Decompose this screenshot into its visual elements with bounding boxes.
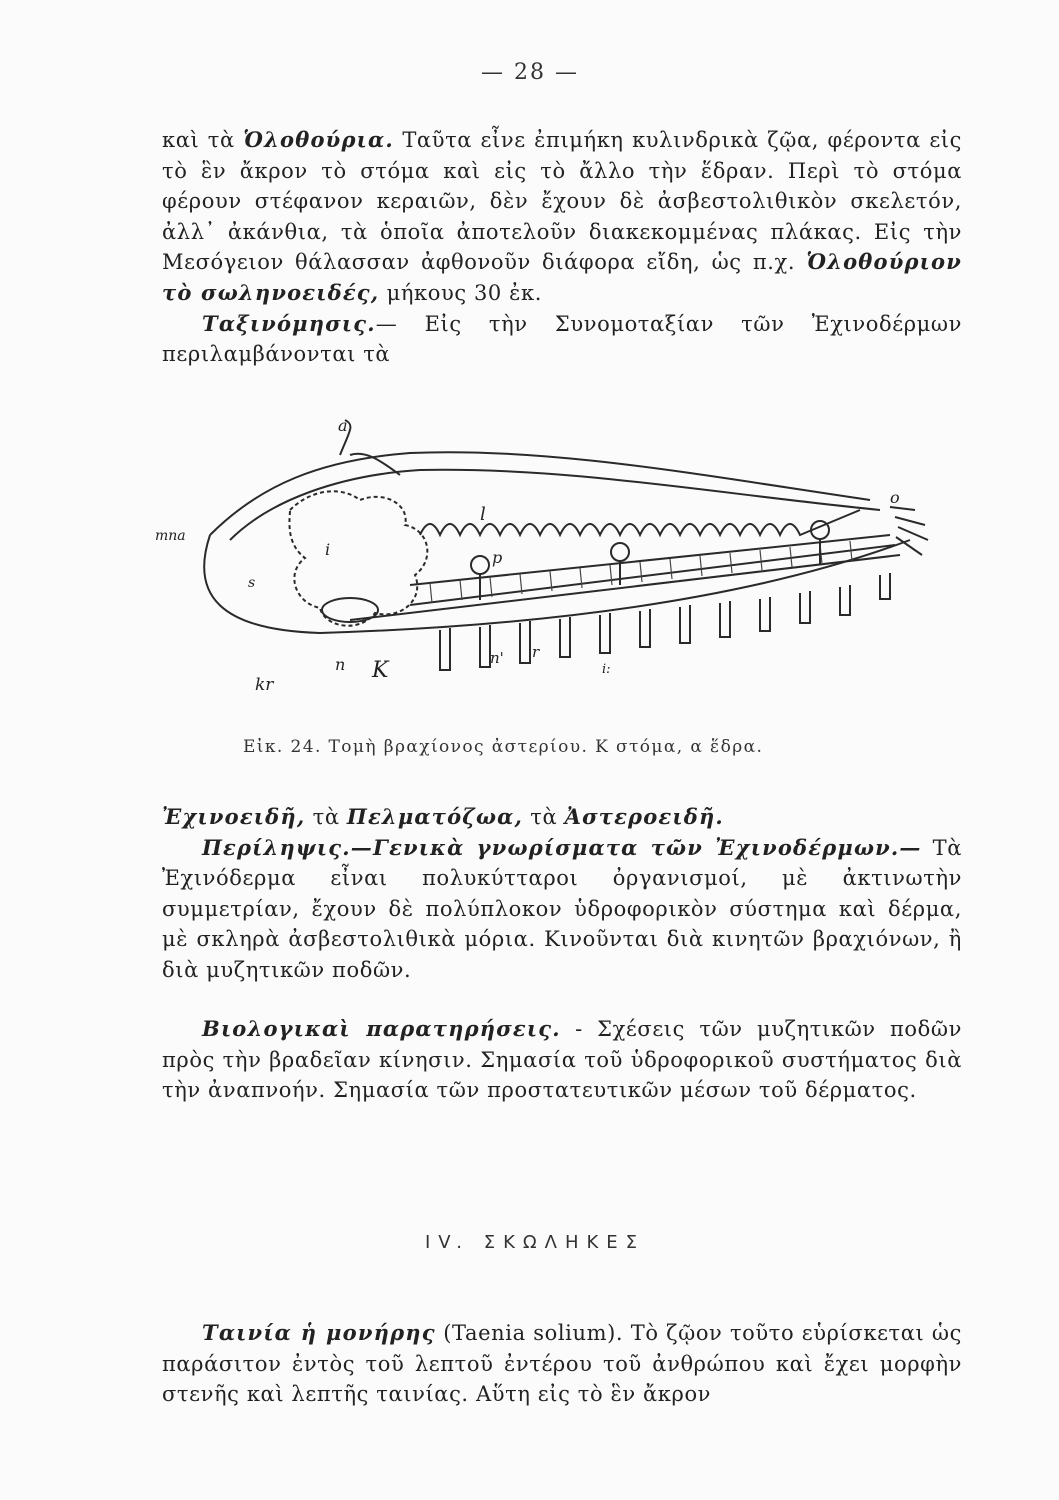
- sep-2: τὰ: [523, 805, 565, 829]
- label-s: s: [248, 575, 256, 591]
- term-classification: Ταξινόμησις.: [202, 310, 376, 336]
- paragraph-text: Ταῦτα εἶνε ἐπιμήκη κυλινδρικὰ ζῷα, φέροντα εἰς τὸ ἓν ἄκρον τὸ στόμα καὶ εἰς τὸ ἄλλο τὴν ἕδραν. Περὶ τὸ στόμα φέρουν στέφανον κεραιῶν, δὲν ἔχουν δὲ ἀσβεστολιθικὸν σκελετόν, ἀλλ᾽ ἀκάνθια, τὰ ὁποῖα ἀποτελοῦν διακεκομμένας πλάκας. Εἰς τὴν Μεσόγειον θάλασσαν ἀφθονοῦν διάφορα εἴδη, ὡς π.χ.: [162, 128, 962, 275]
- term-holothurian-species: Ὁλοθούριον τὸ σωληνοειδές,: [162, 249, 962, 305]
- class-echinoidea: Ἐχινοειδῆ,: [162, 804, 306, 829]
- label-p: p: [492, 548, 503, 567]
- digestive-gland: [420, 510, 860, 535]
- paragraph-taenia: [162, 1318, 962, 1410]
- paragraph-holothurians: [162, 125, 962, 370]
- starfish-arm-section-diagram: [150, 415, 950, 705]
- class-asteroidea: Ἀστεροειδῆ.: [564, 804, 724, 829]
- sep-1: τὰ: [305, 805, 347, 829]
- summary-text: Τὰ Ἐχινόδερμα εἶναι πολυκύτταροι ὀργανισμοί, μὲ ἀκτινωτὴν συμμετρίαν, ἔχουν δὲ πολύπλοκον ὑδροφορικὸν σύστημα καὶ δέρμα, μὲ σκληρὰ ἀσβεστολιθικὰ μόρια. Κινοῦνται διὰ κινητῶν βραχιόνων, ἢ διὰ μυζητικῶν ποδῶν.: [162, 835, 962, 982]
- arm-outline-upper: [210, 452, 870, 535]
- label-o: o: [890, 488, 900, 507]
- page-number: — 28 —: [481, 60, 579, 85]
- classification-text: — Εἰς τὴν Συνομοταξίαν τῶν Ἐχινοδέρμων περιλαμβάνονται τὰ: [162, 311, 962, 367]
- taenia-text: (Taenia solium). Τὸ ζῷον τοῦτο εὑρίσκεται ὡς παράσιτον ἐντὸς τοῦ λεπτοῦ ἐντέρου τοῦ ἀνθρώπου καὶ ἔχει μορφὴν στενῆς καὶ λεπτῆς ταινίας. Αὕτη εἰς τὸ ἓν ἄκρον: [162, 1321, 962, 1407]
- paragraph-biological-observations: [162, 1014, 962, 1106]
- chapter-title: IV. ΣΚΩΛΗΚΕΣ: [424, 1232, 646, 1253]
- ambulacral-band-bottom: [410, 545, 895, 605]
- radial-canal: [350, 555, 900, 620]
- label-i-colon: i:: [602, 662, 611, 677]
- term-biological-observations: Βιολογικαὶ παρατηρήσεις.: [202, 1016, 561, 1041]
- label-i: i: [325, 540, 331, 559]
- label-mna: mna: [155, 528, 186, 544]
- term-holothuria: Ὁλοθούρια.: [243, 127, 394, 152]
- label-a: a: [338, 416, 348, 435]
- classification-continued: [162, 802, 962, 986]
- label-n: n: [335, 655, 346, 674]
- pyloric-cecum: [289, 491, 427, 625]
- arm-outline-lower: [204, 535, 910, 633]
- paragraph-text-2: μήκους 30 ἐκ.: [379, 280, 543, 305]
- label-r: r: [532, 643, 540, 661]
- class-crinoidea: Πελματόζωα,: [346, 804, 524, 829]
- stomach-tube: [340, 420, 400, 475]
- term-taenia: Ταινία ἡ μονήρης: [202, 1320, 436, 1345]
- ambulacral-band-top: [410, 535, 890, 585]
- figure-caption: Εἰκ. 24. Τομὴ βραχίονος ἀστερίου. Κ στόμα, α ἕδρα.: [243, 737, 764, 757]
- paragraph-lead: καὶ τὰ: [162, 128, 244, 152]
- label-K: K: [372, 658, 389, 683]
- label-l: l: [480, 504, 486, 525]
- observations-text: - Σχέσεις τῶν μυζητικῶν ποδῶν πρὸς τὴν βραδεῖαν κίνησιν. Σημασία τοῦ ὑδροφορικοῦ συστήματος διὰ τὴν ἀναπνοήν. Σημασία τῶν προστατευτικῶν μέσων τοῦ δέρματος.: [162, 1017, 962, 1103]
- label-kr: kr: [255, 675, 274, 695]
- term-summary: Περίληψις.—Γενικὰ γνωρίσματα τῶν Ἐχινοδέρμων.—: [202, 834, 922, 860]
- label-n-prime: n': [490, 649, 504, 667]
